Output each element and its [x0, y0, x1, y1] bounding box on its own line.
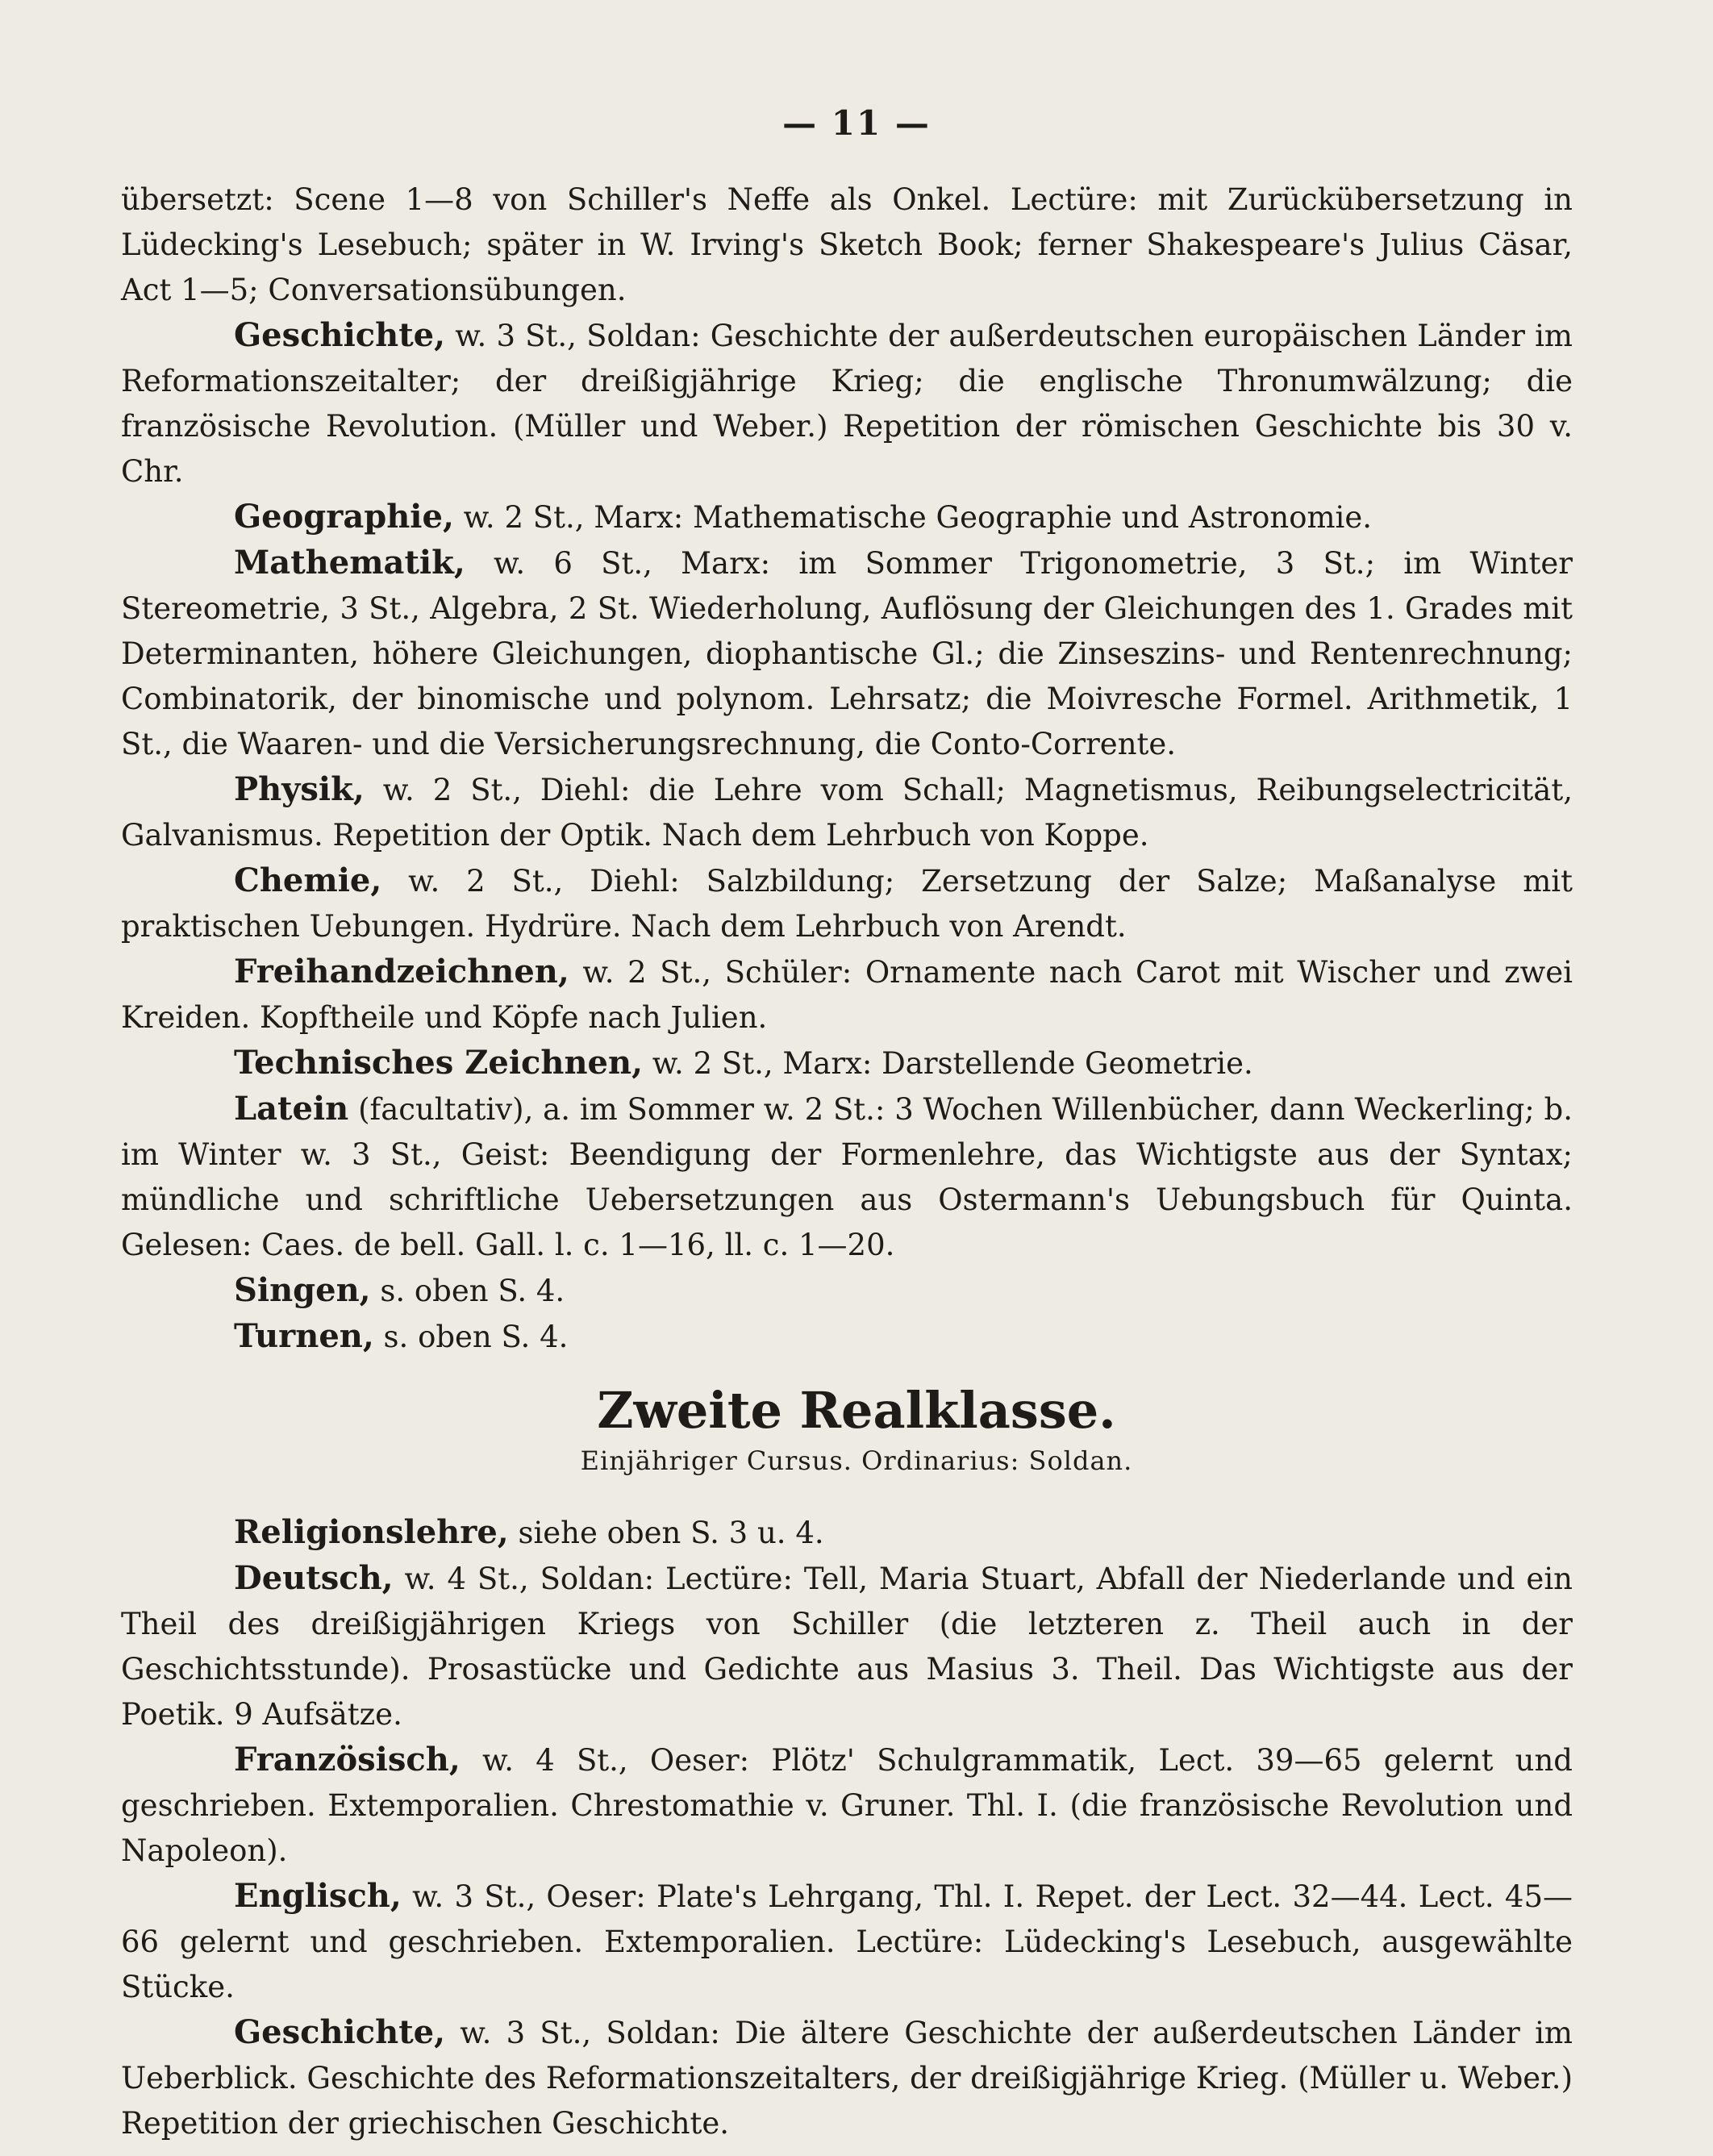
section-erste-realklasse-continued	[121, 177, 1573, 1360]
paragraph-english-continued: übersetzt: Scene 1—8 von Schiller's Neffe als Onkel. Lectüre: mit Zurückübersetzung in Lüdecking's Lesebuch; später in W. Irving's Sketch Book; ferner Shakespeare's Julius Cäsar, Act 1—5; Conversationsübungen.	[121, 182, 1573, 307]
subject-text: w. 4 St., Oeser: Plötz' Schulgrammatik, Lect. 39—65 gelernt und geschrieben. Extemporalien. Chrestomathie v. Gruner. Thl. I. (die französische Revolution und Napoleon).	[121, 1743, 1573, 1868]
section-heading: Zweite Realklasse.	[597, 1381, 1116, 1440]
paragraph-physik	[121, 767, 1573, 858]
subject-label: Turnen,	[234, 1317, 374, 1355]
subject-label: Geschichte,	[234, 316, 446, 354]
paragraph-latein	[121, 1086, 1573, 1268]
subject-label: Chemie,	[234, 861, 382, 899]
subject-label: Religionslehre,	[234, 1513, 509, 1551]
subject-text: w. 3 St., Soldan: Geschichte der außerdeutschen europäischen Länder im Reformationszeitalter; der dreißigjährige Krieg; die englische Thronumwälzung; die französische Revolution. (Müller und Weber.) Repetition der römischen Geschichte bis 30 v. Chr.	[121, 319, 1573, 489]
paragraph-geschichte-2	[121, 2010, 1573, 2146]
subject-text: w. 2 St., Schüler: Ornamente nach Carot mit Wischer und zwei Kreiden. Kopftheile und Köpfe nach Julien.	[121, 955, 1573, 1035]
subject-text: w. 3 St., Soldan: Die ältere Geschichte der außerdeutschen Länder im Ueberblick. Geschichte des Reformationszeitalters, der dreißigjährige Krieg. (Müller u. Weber.) Repetition der griechischen Geschichte.	[121, 2016, 1573, 2141]
section-subheading: Einjähriger Cursus. Ordinarius: Soldan.	[580, 1445, 1133, 1476]
paragraph-freihandzeichnen	[121, 949, 1573, 1040]
subject-text: s. oben S. 4.	[373, 1320, 569, 1354]
subject-text: s. oben S. 4.	[370, 1274, 565, 1308]
paragraph-technisches-zeichnen	[121, 1040, 1573, 1086]
subject-label: Latein	[234, 1090, 349, 1128]
subject-label: Französisch,	[234, 1741, 461, 1779]
subject-label: Geographie,	[234, 498, 454, 536]
section-zweite-realklasse	[121, 1510, 1573, 2146]
subject-label: Freihandzeichnen,	[234, 953, 569, 990]
subject-text: w. 2 St., Marx: Darstellende Geometrie.	[643, 1046, 1253, 1081]
paragraph-religionslehre	[121, 1510, 1573, 1556]
paragraph-turnen	[121, 1314, 1573, 1360]
subject-label: Geschichte,	[234, 2013, 446, 2051]
subject-label: Singen,	[234, 1271, 371, 1309]
subject-text: w. 4 St., Soldan: Lectüre: Tell, Maria Stuart, Abfall der Niederlande und ein Theil des dreißigjährigen Kriegs von Schiller (die letzteren z. Theil auch in der Geschichtsstunde). Prosastücke und Gedichte aus Masius 3. Theil. Das Wichtigste aus der Poetik. 9 Aufsätze.	[121, 1562, 1573, 1732]
page-number: — 11 —	[782, 103, 931, 143]
paragraph-franzoesisch	[121, 1737, 1573, 1874]
paragraph-geschichte	[121, 313, 1573, 494]
subject-text: (facultativ), a. im Sommer w. 2 St.: 3 Wochen Willenbücher, dann Weckerling; b. im Winter w. 3 St., Geist: Beendigung der Formenlehre, das Wichtigste aus der Syntax; mündliche und schriftliche Uebersetzungen aus Ostermann's Uebungsbuch für Quinta. Gelesen: Caes. de bell. Gall. l. c. 1—16, ll. c. 1—20.	[121, 1092, 1573, 1262]
subject-label: Mathematik,	[234, 544, 465, 582]
subject-label: Technisches Zeichnen,	[234, 1044, 644, 1082]
paragraph-deutsch	[121, 1556, 1573, 1737]
subject-text: siehe oben S. 3 u. 4.	[508, 1516, 824, 1550]
paragraph-singen	[121, 1268, 1573, 1314]
paragraph-mathematik	[121, 540, 1573, 767]
subject-label: Physik,	[234, 770, 365, 808]
subject-text: w. 6 St., Marx: im Sommer Trigonometrie, 3 St.; im Winter Stereometrie, 3 St., Algebra, 2 St. Wiederholung, Auflösung der Gleichungen des 1. Grades mit Determinanten, höhere Gleichungen, diophantische Gl.; die Zinseszins- und Rentenrechnung; Combinatorik, der binomische und polynom. Lehrsatz; die Moivresche Formel. Arithmetik, 1 St., die Waaren- und die Versicherungsrechnung, die Conto-Corrente.	[121, 546, 1573, 761]
subject-text: w. 2 St., Diehl: die Lehre vom Schall; Magnetismus, Reibungselectricität, Galvanismus. Repetition der Optik. Nach dem Lehrbuch von Koppe.	[121, 773, 1573, 853]
paragraph-chemie	[121, 858, 1573, 949]
subject-text: w. 3 St., Oeser: Plate's Lehrgang, Thl. I. Repet. der Lect. 32—44. Lect. 45—66 gelernt und geschrieben. Extemporalien. Lectüre: Lüdecking's Lesebuch, ausgewählte Stücke.	[121, 1879, 1573, 2004]
subject-label: Englisch,	[234, 1877, 402, 1915]
subject-text: w. 2 St., Diehl: Salzbildung; Zersetzung der Salze; Maßanalyse mit praktischen Uebungen. Hydrüre. Nach dem Lehrbuch von Arendt.	[121, 864, 1573, 944]
subject-label: Deutsch,	[234, 1559, 394, 1597]
subject-text: w. 2 St., Marx: Mathematische Geographie und Astronomie.	[453, 500, 1373, 535]
paragraph-englisch	[121, 1874, 1573, 2010]
paragraph-geographie	[121, 494, 1573, 540]
